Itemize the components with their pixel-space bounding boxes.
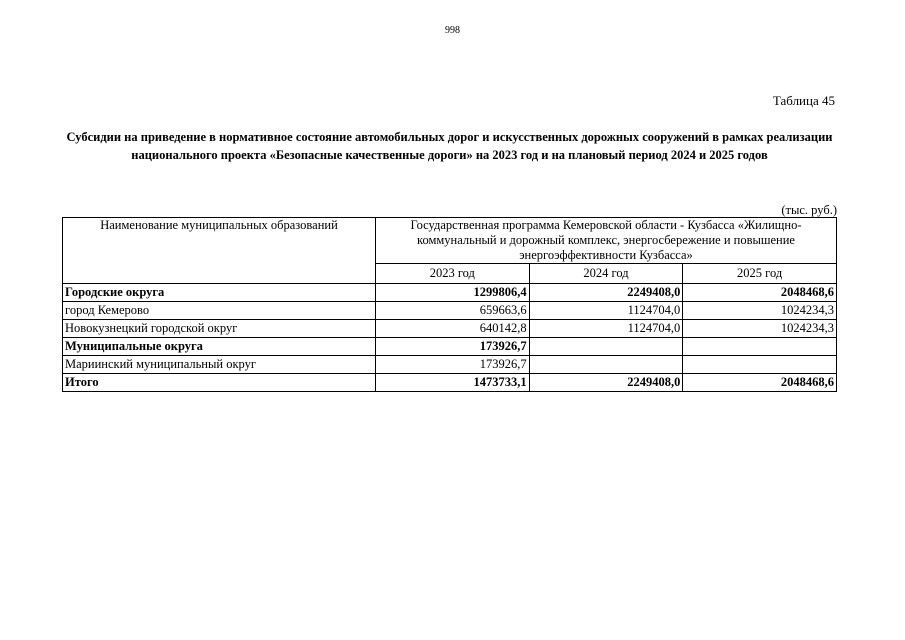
row-name: Городские округа <box>63 284 376 302</box>
cell-2025 <box>683 356 837 374</box>
table-row-mariinsk <box>63 356 837 374</box>
page-number: 998 <box>445 25 460 36</box>
document-title: Субсидии на приведение в нормативное состояние автомобильных дорог и искусственных дорожных сооружений в рамках реализации национального проекта «Безопасные качественные дороги» на 2023 год и на плановый период 2024 и 2025 годов <box>66 130 833 162</box>
subsidy-table <box>62 217 837 392</box>
cell-2025 <box>683 338 837 356</box>
cell-2023: 640142,8 <box>376 320 530 338</box>
cell-2024 <box>529 338 683 356</box>
municipality-name-header: Наименование муниципальных образований <box>63 218 376 284</box>
row-name: Муниципальные округа <box>63 338 376 356</box>
row-name: Мариинский муниципальный округ <box>63 356 376 374</box>
cell-2024: 2249408,0 <box>529 374 683 392</box>
row-name: Итого <box>63 374 376 392</box>
cell-2025: 1024234,3 <box>683 320 837 338</box>
units-label: (тыс. руб.) <box>781 203 837 217</box>
cell-2025: 2048468,6 <box>683 284 837 302</box>
year-header-2023: 2023 год <box>376 264 530 284</box>
cell-2023: 173926,7 <box>376 356 530 374</box>
cell-2025: 1024234,3 <box>683 302 837 320</box>
year-header-2025: 2025 год <box>683 264 837 284</box>
cell-2024: 1124704,0 <box>529 302 683 320</box>
cell-2025: 2048468,6 <box>683 374 837 392</box>
cell-2024: 1124704,0 <box>529 320 683 338</box>
table-header-row <box>63 218 837 264</box>
cell-2023: 659663,6 <box>376 302 530 320</box>
cell-2023: 1473733,1 <box>376 374 530 392</box>
table-row-municipal-districts <box>63 338 837 356</box>
table-row-kemerovo <box>63 302 837 320</box>
cell-2023: 1299806,4 <box>376 284 530 302</box>
year-header-2024: 2024 год <box>529 264 683 284</box>
row-name: Новокузнецкий городской округ <box>63 320 376 338</box>
row-name: город Кемерово <box>63 302 376 320</box>
table-row-urban-districts <box>63 284 837 302</box>
table-number: Таблица 45 <box>772 93 835 108</box>
cell-2024 <box>529 356 683 374</box>
table-row-total <box>63 374 837 392</box>
cell-2023: 173926,7 <box>376 338 530 356</box>
program-header: Государственная программа Кемеровской области - Кузбасса «Жилищно-коммунальный и дорожный комплекс, энергосбережение и повышение энергоэффективности Кузбасса» <box>376 218 837 264</box>
cell-2024: 2249408,0 <box>529 284 683 302</box>
table-row-novokuznetsk <box>63 320 837 338</box>
